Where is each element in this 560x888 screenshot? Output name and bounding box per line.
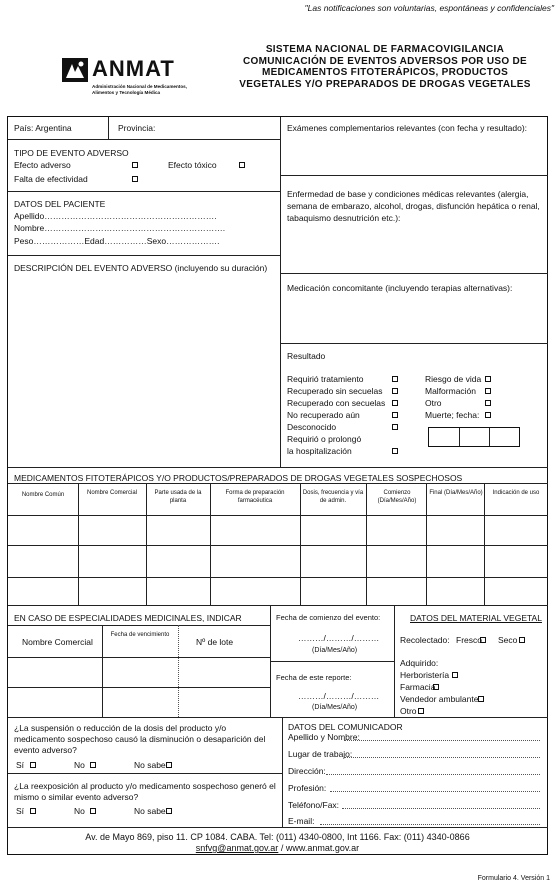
province-field[interactable]: Provincia: (118, 123, 156, 133)
q2-no-checkbox[interactable] (90, 808, 96, 814)
q2-unknown-label: No sabe (134, 806, 166, 816)
specialty-col-expiry: Fecha de vencimiento (110, 632, 170, 638)
col-preparation-form: Forma de preparación farmacéutica (225, 490, 285, 504)
q1-unknown-checkbox[interactable] (166, 762, 172, 768)
col-commercial-name: Nombre Comercial (86, 490, 137, 496)
underlying-disease-label-3: tabaquismo desnutrición etc.): (287, 213, 401, 223)
q2-yes-checkbox[interactable] (30, 808, 36, 814)
outcome-not-recovered-checkbox[interactable] (392, 412, 398, 418)
form-title (220, 44, 550, 90)
herbalist-label: Herboristería (400, 670, 450, 680)
lack-of-efficacy-checkbox[interactable] (132, 176, 138, 182)
outcome-treatment-checkbox[interactable] (392, 376, 398, 382)
country-field[interactable]: País: Argentina (14, 123, 72, 133)
reporter-workplace-label: Lugar de trabajo: (288, 749, 353, 759)
underlying-disease-label-1: Enfermedad de base y condiciones médicas relevantes (alergia, (287, 189, 529, 199)
adverse-effect-label: Efecto adverso (14, 160, 71, 170)
report-date-format: (Día/Mes/Año) (312, 704, 358, 711)
event-start-date-format: (Día/Mes/Año) (312, 647, 358, 654)
event-type-heading: TIPO DE EVENTO ADVERSO (14, 148, 129, 158)
q1-no-checkbox[interactable] (90, 762, 96, 768)
specialties-heading: EN CASO DE ESPECIALIDADES MEDICINALES, INDICAR (14, 613, 242, 623)
fresh-checkbox[interactable] (480, 637, 486, 643)
col-plant-part: Parte usada de la planta (154, 490, 202, 504)
reporter-heading: DATOS DEL COMUNICADOR (288, 722, 403, 732)
report-date-label: Fecha de este reporte: (276, 673, 352, 682)
reporter-address-label: Dirección: (288, 766, 326, 776)
herbalist-checkbox[interactable] (452, 672, 458, 678)
outcome-treatment-label: Requirió tratamiento (287, 374, 364, 384)
outcome-life-risk-checkbox[interactable] (485, 376, 491, 382)
col-common-name: Nombre Común (21, 492, 65, 498)
pharmacy-checkbox[interactable] (433, 684, 439, 690)
col-end-date: Final (Día/Mes/Año) (429, 490, 483, 496)
outcome-unknown-checkbox[interactable] (392, 424, 398, 430)
logo-wordmark: ANMAT (92, 56, 175, 81)
event-description-area[interactable] (10, 277, 278, 465)
q1-yes-label: Sí (16, 760, 25, 770)
underlying-disease-label-2: semana de embarazo, alcohol, drogas, disfunción hepática o renal, (287, 201, 540, 211)
anmat-emblem-icon (62, 58, 88, 82)
logo-subtitle: Administración Nacional de Medicamentos, Alimentos y Tecnología Médica (92, 84, 187, 95)
plant-material-heading: DATOS DEL MATERIAL VEGETAL (410, 613, 542, 623)
outcome-not-recovered-label: No recuperado aún (287, 410, 360, 420)
q2-yes-label: Sí (16, 806, 25, 816)
suspected-products-heading: MEDICAMENTOS FITOTERÁPICOS Y/O PRODUCTOS/PREPARADOS DE DROGAS VEGETALES SOSPECHOSOS (14, 473, 463, 483)
outcome-heading: Resultado (287, 351, 326, 361)
q2-unknown-checkbox[interactable] (166, 808, 172, 814)
street-vendor-label: Vendedor ambulante (400, 694, 479, 704)
q2-no-label: No (74, 806, 85, 816)
form-frame (7, 116, 548, 855)
footer-web (7, 843, 548, 854)
dechallenge-question: ¿La suspensión o reducción de la dosis del producto y/o medicamento sospechoso causó la disminución o desaparición del evento adverso? (14, 723, 266, 755)
patient-data-heading: DATOS DEL PACIENTE (14, 199, 106, 209)
outcome-sequelae-label: Recuperado con secuelas (287, 398, 386, 408)
title-line-1: SISTEMA NACIONAL DE FARMACOVIGILANCIA (265, 44, 505, 55)
event-start-date-label: Fecha de comienzo del evento: (276, 613, 381, 622)
footer-email-link[interactable]: snfvg@anmat.gov.ar (195, 843, 279, 853)
form-version: Formulario 4. Versión 1 (477, 875, 550, 882)
patient-name-field[interactable]: Nombre………………………………………………………. (14, 223, 226, 233)
outcome-recovered-label: Recuperado sin secuelas (287, 386, 383, 396)
reporter-phone-label: Teléfono/Fax: (288, 800, 340, 810)
reporter-email-label: E-mail: (288, 816, 315, 826)
outcome-malformation-checkbox[interactable] (485, 388, 491, 394)
outcome-death-label: Muerte; fecha: (425, 410, 480, 420)
other-source-checkbox[interactable] (418, 708, 424, 714)
footer-address: Av. de Mayo 869, piso 11. CP 1084. CABA. Tel: (011) 4340-0800, Int 1166. Fax: (011) 4340-0866 (85, 832, 470, 842)
title-line-4: VEGETALES Y/O PREPARADOS DE DROGAS VEGETALES (239, 78, 531, 90)
outcome-life-risk-label: Riesgo de vida (425, 374, 482, 384)
complementary-exams-label: Exámenes complementarios relevantes (con fecha y resultado): (287, 123, 528, 133)
event-start-date-field[interactable]: ………/………/……… (298, 633, 380, 643)
col-dose-route: Dosis, frecuencia y vía de admin. (302, 490, 364, 504)
outcome-hospital-label-1: Requirió o prolongó (287, 434, 362, 444)
outcome-death-checkbox[interactable] (485, 412, 491, 418)
contact-footer (7, 832, 548, 854)
col-indication: Indicación de uso (492, 490, 540, 496)
death-date-boxes[interactable] (428, 427, 520, 447)
specialty-rows[interactable] (8, 657, 270, 717)
patient-surname-field[interactable]: Apellido……………………………………………………. (14, 211, 217, 221)
outcome-hospital-label-2: la hospitalización (287, 446, 352, 456)
suspected-products-rows[interactable] (8, 515, 548, 605)
adverse-effect-checkbox[interactable] (132, 162, 138, 168)
outcome-malformation-label: Malformación (425, 386, 477, 396)
fresh-label: Fresco (456, 635, 482, 645)
dry-label: Seco (498, 635, 518, 645)
outcome-sequelae-checkbox[interactable] (392, 400, 398, 406)
outcome-other-label: Otro (425, 398, 442, 408)
reporter-profession-label: Profesión: (288, 783, 327, 793)
title-line-3: MEDICAMENTOS FITOTERÁPICOS, PRODUCTOS (261, 67, 509, 78)
event-description-label: DESCRIPCIÓN DEL EVENTO ADVERSO (incluyendo su duración) (14, 263, 268, 273)
q1-unknown-label: No sabe (134, 760, 166, 770)
q1-yes-checkbox[interactable] (30, 762, 36, 768)
report-date-field[interactable]: ………/………/……… (298, 691, 380, 701)
outcome-hospital-checkbox[interactable] (392, 448, 398, 454)
specialty-col-lot: Nº de lote (196, 637, 234, 647)
outcome-other-checkbox[interactable] (485, 400, 491, 406)
dry-checkbox[interactable] (519, 637, 525, 643)
title-line-2: COMUNICACIÓN DE EVENTOS ADVERSOS POR USO DE (242, 55, 528, 67)
toxic-effect-checkbox[interactable] (239, 162, 245, 168)
footer-website: / www.anmat.gov.ar (278, 843, 360, 853)
acquired-label: Adquirido: (400, 658, 439, 668)
street-vendor-checkbox[interactable] (478, 696, 484, 702)
specialty-col-name: Nombre Comercial (22, 637, 93, 647)
outcome-recovered-checkbox[interactable] (392, 388, 398, 394)
other-source-label: Otro (400, 706, 417, 716)
rechallenge-question: ¿La reexposición al producto y/o medicamento sospechoso generó el mismo o similar evento adverso? (14, 781, 276, 802)
confidentiality-note: "Las notificaciones son voluntarias, espontáneas y confidenciales" (304, 3, 554, 13)
patient-weight-age-sex-field[interactable]: Peso………………Edad……………Sexo………………. (14, 236, 220, 246)
collected-label: Recolectado: (400, 635, 450, 645)
anmat-logo (62, 56, 202, 98)
toxic-effect-label: Efecto tóxico (168, 160, 217, 170)
col-start-date: Comienzo (Día/Mes/Año) (377, 490, 417, 504)
reporter-name-label: Apellido y Nombre: (288, 732, 360, 742)
concomitant-medication-label: Medicación concomitante (incluyendo terapias alternativas): (287, 283, 513, 293)
lack-of-efficacy-label: Falta de efectividad (14, 174, 88, 184)
q1-no-label: No (74, 760, 85, 770)
pharmacy-label: Farmacia (400, 682, 436, 692)
outcome-unknown-label: Desconocido (287, 422, 337, 432)
